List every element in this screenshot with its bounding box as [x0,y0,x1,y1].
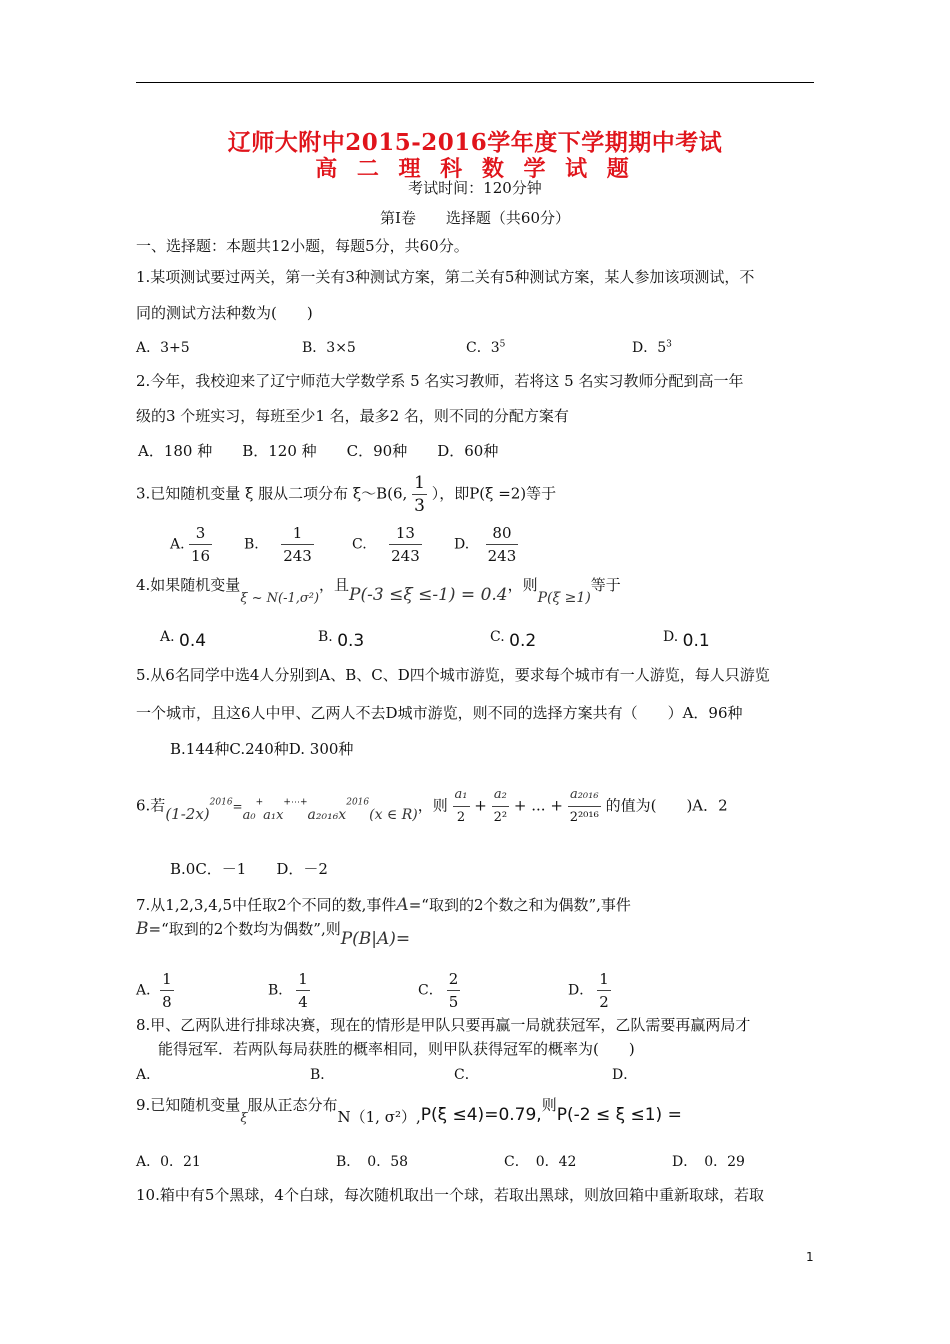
q7-option-b: B． $\frac{1}{4}$ [268,970,308,1011]
q5-line3: B.144种C.240种D. 300种 [170,740,354,758]
q7-line1: 7.从1,2,3,4,5中任取2个不同的数,事件A=“取到的2个数之和为偶数”,事件 [136,895,631,915]
exam-time: 考试时间：120分钟 [408,179,542,197]
page-number: 1 [806,1250,814,1264]
q1-option-a: A．3+5 [136,340,190,356]
q4-option-c: C. 0.2 [490,629,537,651]
q2-line2: 级的3 个班实习，每班至少1 名，最多2 名，则不同的分配方案有 [136,407,569,425]
q8-line2: 能得冠军．若两队每局获胜的概率相同，则甲队获得冠军的概率为( ) [158,1040,635,1058]
q3-option-b: B. $\frac{1}{243}$ [244,524,312,565]
q7-line2: B=“取到的2个数均为偶数”,则P(B|A)= [136,919,411,949]
q3-option-d: D. $\frac{80}{243}$ [454,524,517,565]
q1-line2: 同的测试方法种数为( ) [136,304,313,322]
q4-option-a: A. 0.4 [160,629,207,651]
q8-option-d: D． [612,1067,638,1083]
q9-option-c: C． 0．42 [504,1154,577,1170]
q8-option-c: C． [454,1067,479,1083]
exam-subtitle: 高 二 理 科 数 学 试 题 [315,156,635,182]
q5-line2: 一个城市，且这6人中甲、乙两人不去D城市游览，则不同的选择方案共有（ ）A．96种 [136,704,743,722]
q1-option-c: C．$3^5$ [466,339,506,356]
q7-option-a: A． $\frac{1}{8}$ [136,970,172,1011]
q2-options: A．180 种 B．120 种 C．90种 D．60种 [138,442,499,460]
q7-option-d: D． $\frac{1}{2}$ [568,970,609,1011]
q3-stem: 3.已知随机变量 ξ 服从二项分布 ξ～B(6, $\frac{1}{3}$ ），即P(ξ =2)等于 [136,473,557,516]
q4-option-b: B. 0.3 [318,629,365,651]
q9-option-b: B． 0．58 [336,1154,409,1170]
q3-option-c: C. $\frac{13}{243}$ [352,524,420,565]
q8-line1: 8.甲、乙两队进行排球决赛，现在的情形是甲队只要再赢一局就获冠军，乙队需要再赢两局才 [136,1016,751,1034]
q9-option-a: A．0．21 [136,1154,201,1170]
q6-frac-1: $\frac{\text{a₁}}{2}$ [453,784,470,829]
q3-fraction: $\frac{1}{3}$ [414,473,425,516]
q8-option-a: A． [136,1067,161,1083]
header-rule [136,82,814,83]
section-heading: 一、选择题：本题共12小题，每题5分，共60分。 [136,237,469,255]
q4-stem: 4.如果随机变量ξ ~ N(-1,σ²)，且P(-3 ≤ξ ≤-1) = 0.4，则P(ξ ≥1)等于 [136,576,621,606]
q8-option-b: B． [310,1067,335,1083]
q6-stem: 6.若$(1-2x)^{2016}=a_0^+a_1x^{+\cdots+}a_{2016}x^{2016}(x$ ∈ R)，则 $\frac{\text{a₁}}{2}$ + $\frac{\text{a₂}}{\text{2²}}$ + ... + $\frac{\text{a₂₀₁₆}}{\text{2²⁰¹⁶}}$ 的值为( )A．2 [136,784,728,829]
q5-line1: 5.从6名同学中选4人分别到A、B、C、D四个城市游览，要求每个城市有一人游览，每人只游览 [136,666,770,684]
q1-line1: 1.某项测试要过两关，第一关有3种测试方案，第二关有5种测试方案，某人参加该项测试，不 [136,268,755,286]
q6-frac-3: $\frac{\text{a₂₀₁₆}}{\text{2²⁰¹⁶}}$ [568,784,601,829]
q6-options-line: B.0C．－1 D．－2 [170,860,328,878]
q9-stem: 9.已知随机变量ξ服从正态分布N（1, σ²）,P(ξ ≤4)=0.79,则P(-2 ≤ ξ ≤1) = [136,1096,682,1126]
exam-title: 辽师大附中2015-2016学年度下学期期中考试 [227,129,723,156]
q10-line1: 10.箱中有5个黑球，4个白球，每次随机取出一个球，若取出黑球，则放回箱中重新取球，若取 [136,1186,764,1204]
q2-line1: 2.今年，我校迎来了辽宁师范大学数学系 5 名实习教师，若将这 5 名实习教师分配到高一年 [136,372,744,390]
q1-option-b: B．3×5 [302,340,356,356]
q1-option-d: D．$5^3$ [632,339,672,356]
part-heading: 第Ⅰ卷 选择题（共60分） [379,209,570,227]
q4-option-d: D. 0.1 [663,629,710,651]
q3-option-a: A. $\frac{3}{16}$ [170,524,211,565]
q9-option-d: D． 0．29 [672,1154,745,1170]
q7-option-c: C． $\frac{2}{5}$ [418,970,459,1011]
q6-frac-2: $\frac{\text{a₂}}{\text{2²}}$ [492,784,509,829]
